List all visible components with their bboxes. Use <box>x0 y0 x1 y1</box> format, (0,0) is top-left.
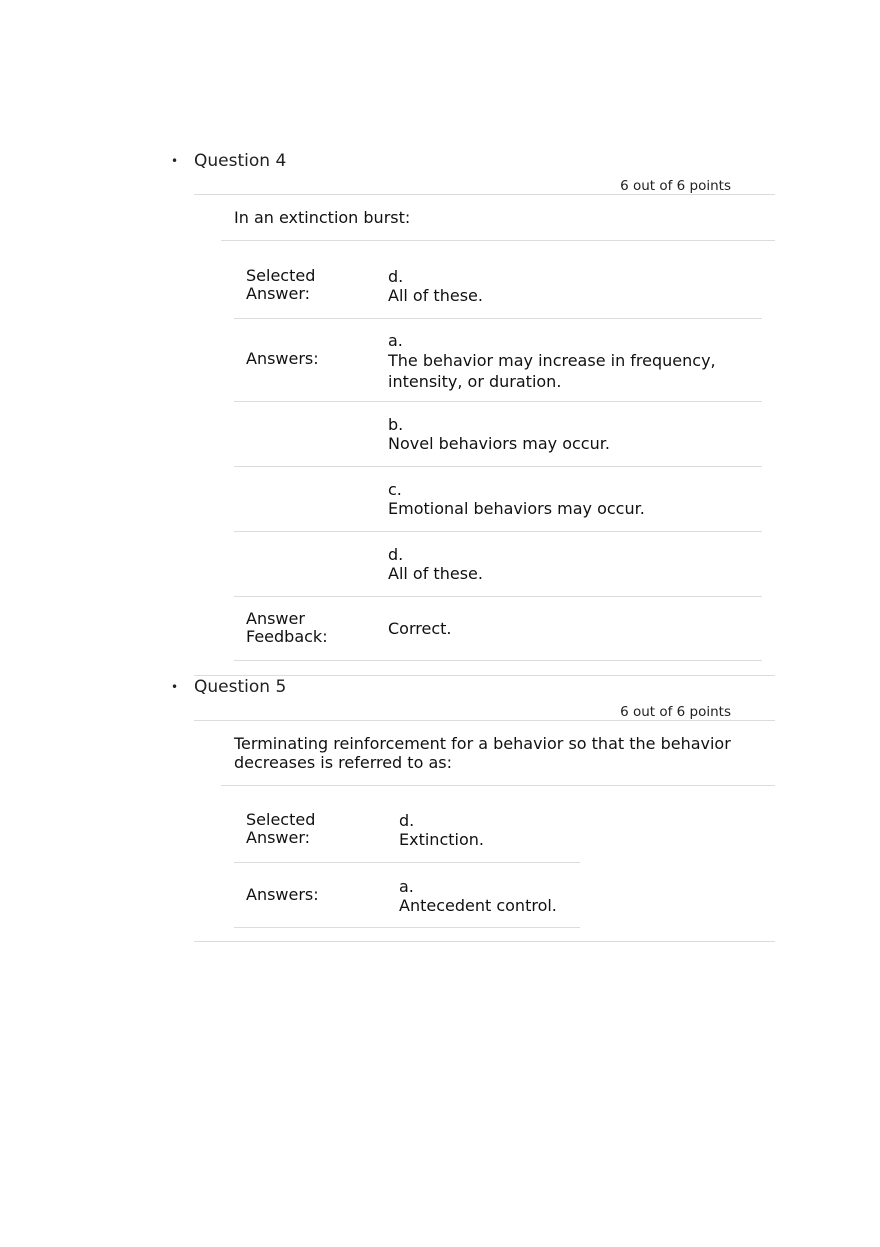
divider <box>194 720 775 721</box>
question-text: In an extinction burst: <box>234 208 411 227</box>
divider <box>194 194 775 195</box>
question-title: Question 4 <box>194 151 287 171</box>
divider <box>194 675 775 676</box>
question-text: Terminating reinforcement for a behavior so that the behavior decreases is referred to as: <box>234 734 731 772</box>
answer-feedback-label: Answer Feedback: <box>246 609 328 646</box>
divider <box>234 862 580 863</box>
answer-option-a <box>388 331 758 392</box>
divider <box>234 401 762 402</box>
answer-letter: b. <box>388 415 404 434</box>
question-title: Question 5 <box>194 677 287 697</box>
bullet-icon: • <box>171 154 179 168</box>
divider <box>221 240 775 241</box>
selected-answer <box>399 811 579 849</box>
divider <box>234 927 580 928</box>
answer-text: Novel behaviors may occur. <box>388 434 610 453</box>
answer-text: Emotional behaviors may occur. <box>388 499 645 518</box>
answer-text: Antecedent control. <box>399 896 557 915</box>
divider <box>221 785 775 786</box>
bullet-icon: • <box>171 680 179 694</box>
answer-feedback: Correct. <box>388 619 452 638</box>
selected-answer-label: Selected Answer: <box>246 810 316 847</box>
answer-letter: d. <box>388 545 404 564</box>
divider <box>234 531 762 532</box>
answer-option-c <box>388 480 758 518</box>
answer-text: All of these. <box>388 564 483 583</box>
answers-label: Answers: <box>246 349 319 368</box>
answers-label: Answers: <box>246 885 319 904</box>
answer-text: Extinction. <box>399 830 484 849</box>
answer-letter: d. <box>388 267 404 286</box>
question-points: 6 out of 6 points <box>620 704 731 720</box>
answer-letter: d. <box>399 811 415 830</box>
question-points: 6 out of 6 points <box>620 178 731 194</box>
answer-letter: a. <box>388 331 403 350</box>
divider <box>234 466 762 467</box>
answer-text: The behavior may increase in frequency, intensity, or duration. <box>388 351 716 391</box>
answer-letter: a. <box>399 877 414 896</box>
divider <box>234 318 762 319</box>
divider <box>194 941 775 942</box>
divider <box>234 660 762 661</box>
answer-option-d <box>388 545 758 583</box>
selected-answer-label: Selected Answer: <box>246 266 316 303</box>
answer-text: All of these. <box>388 286 483 305</box>
answer-letter: c. <box>388 480 402 499</box>
answer-option-b <box>388 415 758 453</box>
answer-option-a <box>399 877 579 915</box>
selected-answer <box>388 267 758 305</box>
divider <box>234 596 762 597</box>
